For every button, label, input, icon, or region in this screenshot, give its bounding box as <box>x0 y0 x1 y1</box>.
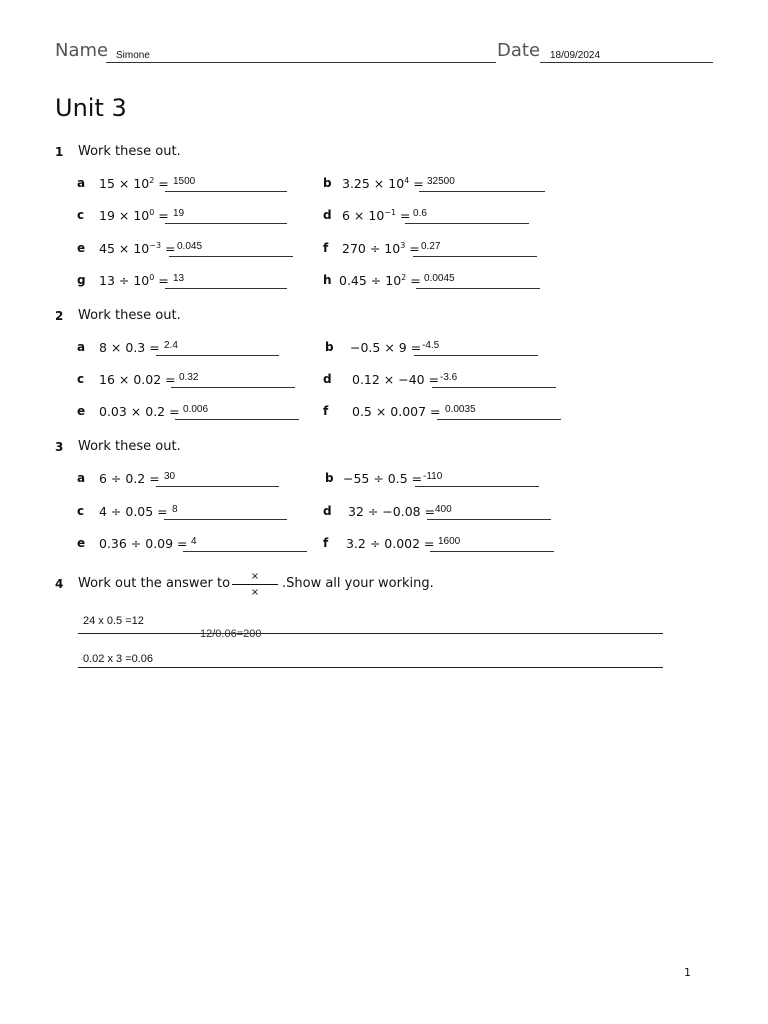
answer-value: 0.6 <box>413 208 427 219</box>
working-rule-2[interactable] <box>78 667 663 668</box>
answer-value: 30 <box>164 471 176 482</box>
item-expression: 0.12 × −40 = <box>352 372 440 387</box>
item-letter: e <box>77 241 86 255</box>
answer-value: -3.6 <box>440 372 458 383</box>
item-expression: $15 \times 10^2$ = <box>99 176 169 192</box>
item-expression: $0.45 \div 10^2$ = <box>339 273 421 289</box>
item-expression: −55 ÷ 0.5 = <box>343 471 423 486</box>
answer-value: 1600 <box>438 536 461 547</box>
answer-field[interactable] <box>430 536 554 552</box>
answer-value: 0.006 <box>183 404 209 415</box>
answer-field[interactable] <box>414 340 538 356</box>
answer-value: 13 <box>173 273 185 284</box>
answer-value: -110 <box>423 471 443 482</box>
item-expression: $45 \times 10^{-3}$ = <box>99 241 176 257</box>
item-letter: f <box>323 536 329 550</box>
working-line-2: 0.02 x 3 =0.06 <box>83 653 154 665</box>
item-expression: −0.5 × 9 = <box>350 340 422 355</box>
answer-field[interactable] <box>156 340 279 356</box>
page-number: 1 <box>684 966 691 979</box>
item-expression: $13 \div 10^0$ = <box>99 273 169 289</box>
answer-field[interactable] <box>175 404 299 420</box>
item-letter: e <box>77 404 86 418</box>
answer-field[interactable] <box>156 471 279 487</box>
item-expression: 0.36 ÷ 0.09 = <box>99 536 188 551</box>
answer-field[interactable] <box>413 241 537 257</box>
answer-value: 19 <box>173 208 185 219</box>
answer-value: 0.0045 <box>424 273 455 284</box>
answer-field[interactable] <box>419 176 545 192</box>
working-rule-1[interactable] <box>78 633 663 634</box>
working-line-1: 24 x 0.5 =12 <box>83 615 144 627</box>
item-expression: $6 \times 10^{-1}$ = <box>342 208 411 224</box>
item-expression: 4 ÷ 0.05 = <box>99 504 168 519</box>
answer-field[interactable] <box>169 241 293 257</box>
question-4-text: Work out the answer to <box>78 576 231 591</box>
answer-field[interactable] <box>165 208 287 224</box>
item-letter: e <box>77 536 86 550</box>
item-letter: f <box>323 404 329 418</box>
answer-field[interactable] <box>171 372 295 388</box>
item-letter: b <box>325 340 334 354</box>
answer-field[interactable] <box>164 504 287 520</box>
item-letter: f <box>323 241 329 255</box>
item-letter: g <box>77 273 86 287</box>
item-expression: 32 ÷ −0.08 = <box>348 504 436 519</box>
answer-value: 32500 <box>427 176 455 187</box>
answer-field[interactable] <box>405 208 529 224</box>
question-4-instruction: .Show all your working. <box>282 576 434 591</box>
name-field[interactable] <box>106 44 496 63</box>
question-2-number: 2 <box>55 309 64 323</box>
question-4-number: 4 <box>55 577 64 591</box>
answer-value: -4.5 <box>422 340 440 351</box>
fraction-denominator: × <box>250 587 260 598</box>
item-expression: 8 × 0.3 = <box>99 340 160 355</box>
date-value: 18/09/2024 <box>550 50 601 61</box>
item-expression: 0.5 × 0.007 = <box>352 404 441 419</box>
name-label: Name <box>55 40 109 61</box>
item-expression: 6 ÷ 0.2 = <box>99 471 160 486</box>
question-2-text: Work these out. <box>78 308 181 323</box>
item-expression: 0.03 × 0.2 = <box>99 404 180 419</box>
item-expression: $19 \times 10^0$ = <box>99 208 169 224</box>
fraction-bar <box>232 584 278 585</box>
item-letter: c <box>77 504 85 518</box>
answer-field[interactable] <box>165 273 287 289</box>
fraction-numerator: × <box>250 571 260 582</box>
answer-field[interactable] <box>415 471 539 487</box>
answer-value: 0.27 <box>421 241 441 252</box>
answer-field[interactable] <box>427 504 551 520</box>
item-letter: d <box>323 372 332 386</box>
question-1-number: 1 <box>55 145 64 159</box>
answer-value: 0.0035 <box>445 404 476 415</box>
question-3-text: Work these out. <box>78 439 181 454</box>
answer-field[interactable] <box>437 404 561 420</box>
item-letter: a <box>77 176 86 190</box>
item-letter: d <box>323 208 332 222</box>
item-expression: 3.2 ÷ 0.002 = <box>346 536 435 551</box>
item-letter: b <box>325 471 334 485</box>
answer-value: 2.4 <box>164 340 178 351</box>
answer-value: 1500 <box>173 176 196 187</box>
answer-value: 4 <box>191 536 197 547</box>
answer-value: 8 <box>172 504 178 515</box>
date-label: Date <box>497 40 541 61</box>
item-letter: h <box>323 273 332 287</box>
fraction-expression <box>232 571 278 599</box>
answer-value: 0.045 <box>177 241 203 252</box>
item-expression: 16 × 0.02 = <box>99 372 176 387</box>
date-field[interactable] <box>540 44 713 63</box>
answer-field[interactable] <box>432 372 556 388</box>
question-1-text: Work these out. <box>78 144 181 159</box>
page-title: Unit 3 <box>55 94 127 122</box>
working-line-1b: 12/0.06=200 <box>200 628 262 640</box>
answer-field[interactable] <box>183 536 307 552</box>
answer-value: 0.32 <box>179 372 199 383</box>
item-expression: $3.25 \times 10^4$ = <box>342 176 424 192</box>
answer-field[interactable] <box>416 273 540 289</box>
item-letter: a <box>77 340 86 354</box>
question-3-number: 3 <box>55 440 64 454</box>
answer-field[interactable] <box>165 176 287 192</box>
name-value: Simone <box>116 50 150 61</box>
item-letter: d <box>323 504 332 518</box>
item-letter: c <box>77 208 85 222</box>
item-letter: a <box>77 471 86 485</box>
item-letter: b <box>323 176 332 190</box>
answer-value: 400 <box>435 504 452 515</box>
item-expression: $270 \div 10^3$ = <box>342 241 420 257</box>
item-letter: c <box>77 372 85 386</box>
